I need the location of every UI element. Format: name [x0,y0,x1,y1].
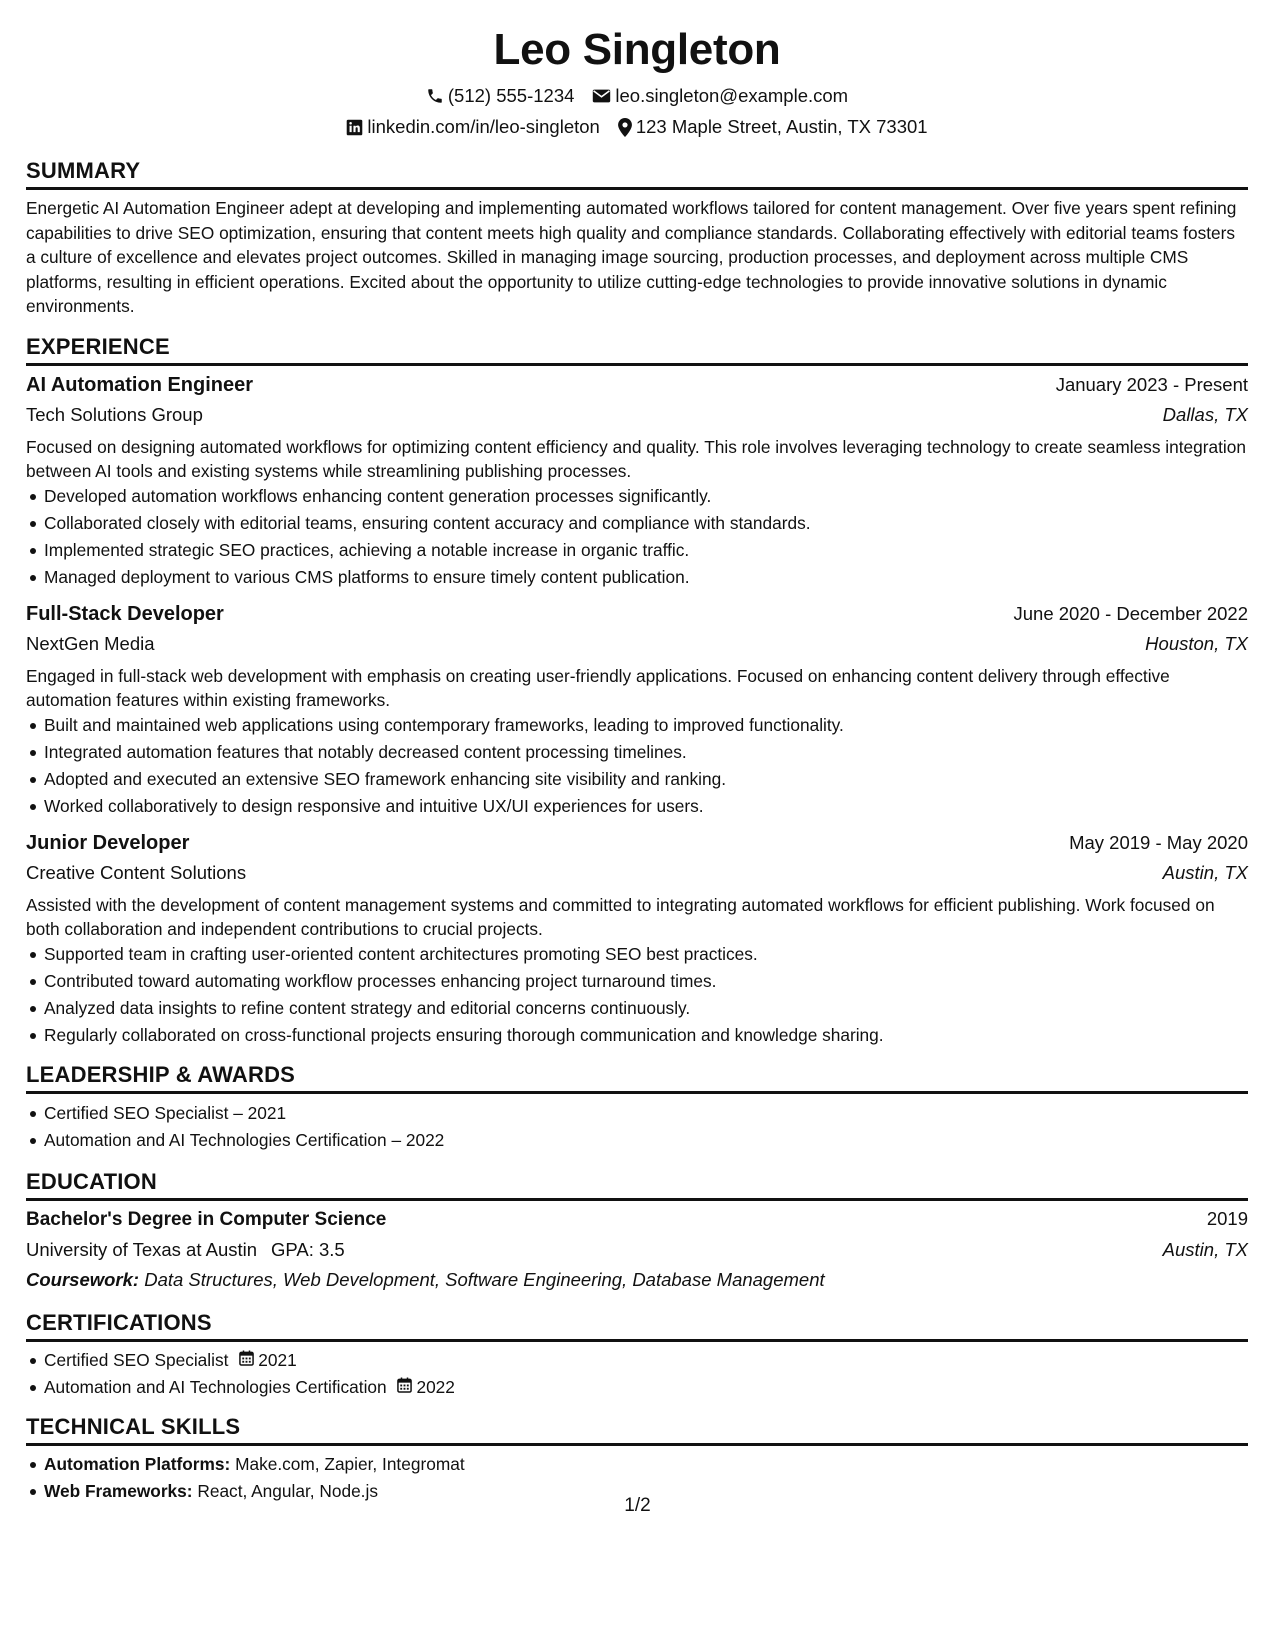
coursework-label: Coursework: [26,1268,140,1290]
list-item: Certified SEO Specialist – 2021 [26,1100,1248,1127]
list-item: Analyzed data insights to refine content strategy and editorial concerns continuously. [26,995,1248,1022]
skill-label: Automation Platforms: [44,1453,231,1474]
cert-year-text: 2022 [416,1376,455,1397]
skill-value: React, Angular, Node.js [197,1480,378,1501]
job-description: Focused on designing automated workflows for optimizing content efficiency and quality. This role involves leveraging technology to create seamless integration between AI tools and existing systems while streamlining publishing processes. [26,436,1246,481]
job-dates: May 2019 - May 2020 [1069,831,1248,853]
job-location: Austin, TX [1162,861,1248,883]
job-dates: January 2023 - Present [1055,373,1248,395]
section-title: TECHNICAL SKILLS [26,1413,1248,1446]
job-title: Junior Developer [26,831,190,854]
cert-date [397,1374,454,1401]
skills-section [26,1413,1248,1505]
phone-text: (512) 555-1234 [447,85,575,106]
list-item [26,1374,1248,1401]
graduation-year: 2019 [1206,1207,1248,1229]
cert-date [239,1347,296,1374]
gpa: GPA: 3.5 [271,1238,345,1260]
list-item: Contributed toward automating workflow processes enhancing project turnaround times. [26,968,1248,995]
contact-row-1 [26,84,1248,108]
job-title: AI Automation Engineer [26,373,254,396]
school-location: Austin, TX [1162,1238,1248,1260]
degree-title: Bachelor's Degree in Computer Science [26,1208,387,1230]
cert-name: Automation and AI Technologies Certification [44,1376,387,1397]
education-section [26,1168,1248,1295]
job-description: Assisted with the development of content management systems and committed to integrating automated workflows for efficient publishing. Work focused on both collaboration and independent contributions to crucial projects. [26,894,1215,939]
list-item: Implemented strategic SEO practices, achieving a notable increase in organic traffic. [26,537,1248,564]
section-title: SUMMARY [26,157,1248,190]
job-location: Houston, TX [1145,632,1248,654]
job-entry [26,828,1248,1049]
summary-section [26,157,1248,319]
job-location: Dallas, TX [1162,403,1248,425]
list-item: Adopted and executed an extensive SEO framework enhancing site visibility and ranking. [26,766,1248,793]
section-title: LEADERSHIP & AWARDS [26,1061,1248,1094]
job-bullets [26,712,1248,820]
map-pin-icon [618,118,632,137]
list-item: Developed automation workflows enhancing content generation processes significantly. [26,483,1248,510]
coursework-line [26,1265,1248,1295]
cert-name: Certified SEO Specialist [44,1349,229,1370]
list-item: Worked collaboratively to design responsive and intuitive UX/UI experiences for users. [26,793,1248,820]
page-number: 1/2 [624,1495,651,1516]
skill-value: Make.com, Zapier, Integromat [235,1453,465,1474]
job-entry [26,599,1248,820]
list-item [26,1347,1248,1374]
linkedin-icon [346,119,363,136]
list-item [26,1451,1248,1478]
skill-label: Web Frameworks: [44,1480,193,1501]
resume-header [26,22,1248,139]
list-item: Regularly collaborated on cross-functional projects ensuring thorough communication and knowledge sharing. [26,1022,1248,1049]
address-text: 123 Maple Street, Austin, TX 73301 [635,116,928,137]
contact-row-2 [26,115,1248,139]
job-dates: June 2020 - December 2022 [1013,602,1248,624]
list-item: Automation and AI Technologies Certification – 2022 [26,1127,1248,1154]
envelope-icon [592,88,611,104]
section-title: EDUCATION [26,1168,1248,1201]
job-title: Full-Stack Developer [26,602,224,625]
leadership-section [26,1061,1248,1154]
coursework-list: Data Structures, Web Development, Software Engineering, Database Management [144,1268,825,1290]
candidate-name: Leo Singleton [493,25,781,74]
list-item: Collaborated closely with editorial teams, ensuring content accuracy and compliance with standards. [26,510,1248,537]
calendar-icon [239,1347,254,1374]
leadership-list [26,1100,1248,1154]
phone-icon [426,87,444,105]
section-title: EXPERIENCE [26,333,1248,366]
job-company: Creative Content Solutions [26,861,247,883]
job-description: Engaged in full-stack web development with emphasis on creating user-friendly applications. Focused on enhancing content delivery through effective automation features within existing frameworks. [26,665,1170,710]
list-item: Built and maintained web applications using contemporary frameworks, leading to improved functionality. [26,712,1248,739]
certifications-section [26,1309,1248,1401]
address-item [618,115,928,139]
list-item: Supported team in crafting user-oriented content architectures promoting SEO best practices. [26,941,1248,968]
resume-page [26,22,1248,1505]
job-company: NextGen Media [26,632,155,654]
list-item: Integrated automation features that notably decreased content processing timelines. [26,739,1248,766]
job-bullets [26,483,1248,591]
job-bullets [26,941,1248,1049]
email-text: leo.singleton@example.com [615,85,849,106]
cert-year-text: 2021 [258,1349,297,1370]
school-name: University of Texas at Austin [26,1238,258,1260]
school-line [26,1235,345,1265]
calendar-icon [397,1374,412,1401]
experience-section [26,333,1248,1049]
summary-text: Energetic AI Automation Engineer adept at developing and implementing automated workflows tailored for content management. Over five years spent refining capabilities to drive SEO optimization, ensuring that content meets high quality and compliance standards. Collaborating effectively with editorial teams fosters a culture of excellence and elevates project outcomes. Skilled in managing image sourcing, production processes, and deployment across multiple CMS platforms, resulting in efficient operations. Excited about the opportunity to utilize cutting-edge technologies to provide innovative solutions in dynamic environments. [26,198,1237,316]
phone-item [426,84,575,108]
linkedin-item[interactable] [346,115,599,139]
linkedin-text: linkedin.com/in/leo-singleton [367,116,600,137]
job-company: Tech Solutions Group [26,403,203,425]
list-item: Managed deployment to various CMS platforms to ensure timely content publication. [26,564,1248,591]
job-entry [26,370,1248,591]
email-item[interactable] [592,84,848,108]
certifications-list [26,1347,1248,1401]
section-title: CERTIFICATIONS [26,1309,1248,1342]
